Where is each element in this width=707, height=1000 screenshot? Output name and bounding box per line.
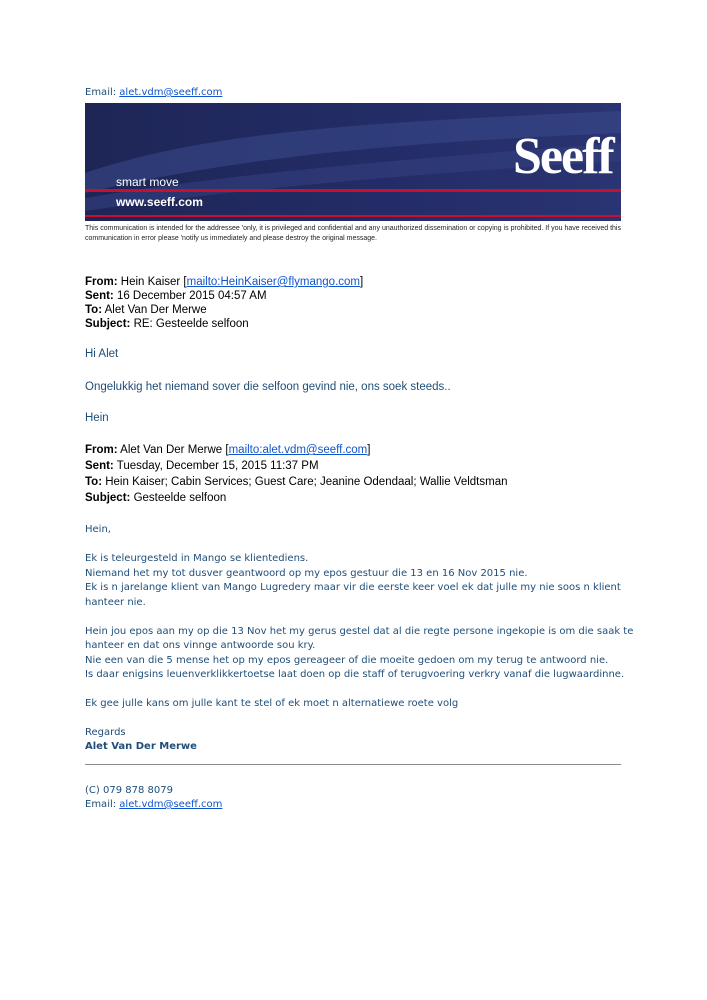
- original-subject-line: [85, 492, 226, 504]
- original-body-line: Ek is teleurgesteld in Mango se klientediens.: [85, 553, 309, 564]
- original-sent-label: Sent:: [85, 460, 114, 472]
- disclaimer-text: This communication is intended for the addressee 'only, it is privileged and confidential and any unauthorized dissemination or copying is prohibited. If you have received this communication in error please 'notify us immediately and please destroy the original message.: [85, 225, 621, 242]
- original-body-line: Ek gee julle kans om julle kant te stel of ek moet n alternatiewe roete volg: [85, 698, 459, 709]
- original-body-line: Hein jou epos aan my op die 13 Nov het my gerus gestel dat al die regte persone ingekopie is om die saak te: [85, 626, 634, 637]
- banner-website: www.seeff.com: [116, 195, 203, 209]
- signature-email-line: [85, 798, 222, 813]
- original-to-line: [85, 476, 508, 488]
- reply-from-name: Hein Kaiser [: [117, 276, 187, 288]
- reply-sent-label: Sent:: [85, 290, 114, 302]
- signature-email-label: Email:: [85, 799, 120, 810]
- reply-subject-label: Subject:: [85, 318, 131, 330]
- original-subject-label: Subject:: [85, 492, 131, 504]
- reply-sent-value: 16 December 2015 04:57 AM: [113, 290, 267, 302]
- reply-from-mailto-link[interactable]: mailto:HeinKaiser@flymango.com: [186, 276, 361, 288]
- reply-to-line: [85, 304, 207, 316]
- original-body-line: Ek is n jarelange klient van Mango Lugredery maar vir die eerste keer voel ek dat julle my nie soos n klient: [85, 582, 621, 593]
- original-body-line: hanteer nie.: [85, 597, 146, 608]
- original-from-name: Alet Van Der Merwe [: [117, 444, 229, 456]
- top-email-line: [85, 87, 222, 98]
- original-body-line: hanteer en dat ons vinnge antwoorde sou kry.: [85, 640, 316, 651]
- original-body-line: Is daar enigsins leuenverklikkertoetse laat doen op die staff of terugvoering verkry vanaf die lugwaardinne.: [85, 669, 625, 680]
- signature-phone: (C) 079 878 8079: [85, 785, 173, 796]
- original-from-close: ]: [367, 444, 371, 456]
- reply-from-line: [85, 276, 363, 288]
- original-to-value: Hein Kaiser; Cabin Services; Guest Care; Jeanine Odendaal; Wallie Veldtsman: [102, 476, 508, 488]
- original-body-line: Nie een van die 5 mense het op my epos gereageer of die moeite gedoen om my terug te antwoord nie.: [85, 655, 609, 666]
- seeff-banner[interactable]: [85, 103, 621, 221]
- original-from-line: [85, 444, 370, 456]
- seeff-logo: Seeff: [513, 128, 613, 185]
- signature-divider: [85, 764, 621, 765]
- original-sent-value: Tuesday, December 15, 2015 11:37 PM: [113, 460, 319, 472]
- original-sent-line: [85, 460, 319, 472]
- top-email-label: Email:: [85, 87, 120, 98]
- original-to-label: To:: [85, 476, 103, 488]
- signature-email-link[interactable]: alet.vdm@seeff.com: [119, 799, 223, 810]
- original-from-label: From:: [85, 444, 118, 456]
- reply-body: Ongelukkig het niemand sover die selfoon gevind nie, ons soek steeds..: [85, 381, 451, 393]
- top-email-link[interactable]: alet.vdm@seeff.com: [119, 87, 223, 98]
- original-body-line: Niemand het my tot dusver geantwoord op my epos gestuur die 13 en 16 Nov 2015 nie.: [85, 568, 528, 579]
- reply-from-label: From:: [85, 276, 118, 288]
- original-from-mailto-link[interactable]: mailto:alet.vdm@seeff.com: [228, 444, 368, 456]
- reply-signoff: Hein: [85, 412, 109, 424]
- original-subject-value: Gesteelde selfoon: [130, 492, 227, 504]
- reply-from-close: ]: [360, 276, 364, 288]
- regards-text: Regards: [85, 727, 126, 738]
- reply-subject-line: [85, 318, 249, 330]
- reply-greeting: Hi Alet: [85, 348, 119, 360]
- reply-to-label: To:: [85, 304, 103, 316]
- reply-subject-value: RE: Gesteelde selfoon: [130, 318, 249, 330]
- original-greeting: Hein,: [85, 524, 111, 535]
- sender-name: Alet Van Der Merwe: [85, 741, 197, 752]
- reply-to-value: Alet Van Der Merwe: [102, 304, 207, 316]
- reply-sent-line: [85, 290, 267, 302]
- banner-tagline: smart move: [116, 175, 179, 189]
